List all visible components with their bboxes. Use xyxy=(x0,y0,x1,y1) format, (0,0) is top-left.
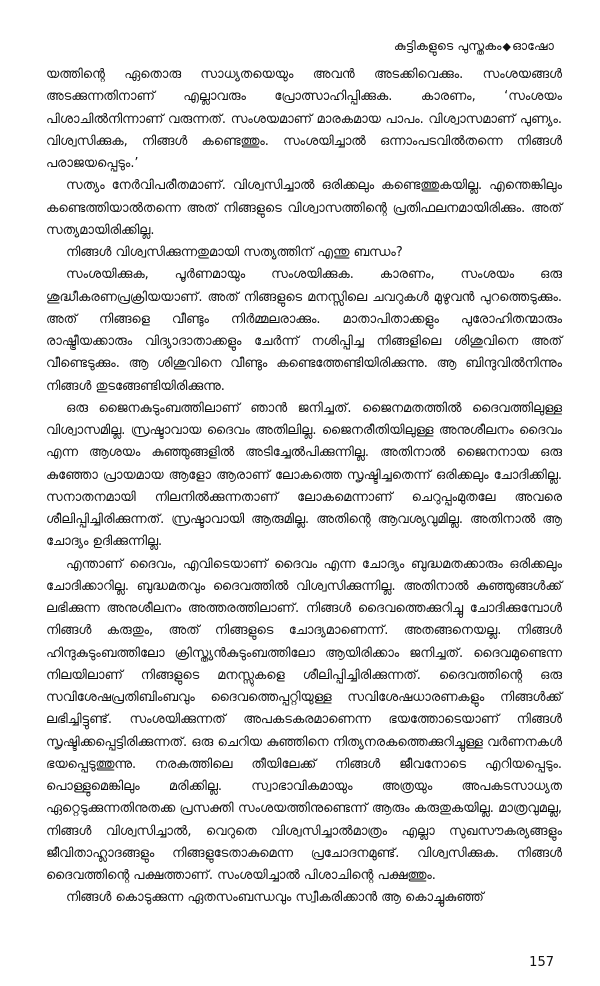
paragraph-5: ഒരു ജൈനകുടുംബത്തിലാണ് ഞാൻ ജനിച്ചത്. ജൈനമതത്തിൽ ദൈവത്തിലുള്ള വിശ്വാസമില്ല. സ്രഷ്ടാവായ ദൈവം അതിലില്ല. ജൈനരീതിയിലുള്ള അനുശീലനം ദൈവം എന്ന ആശയം കുഞ്ഞുങ്ങളിൽ അടിച്ചേൽപിക്കുന്നില്ല. അതിനാൽ ജൈനനായ ഒരു കുഞ്ഞോ പ്രായമായ ആളോ ആരാണ് ലോകത്തെ സൃഷ്ടിച്ചതെന്ന് ഒരിക്കലും ചോദിക്കില്ല. സനാതനമായി നിലനിൽക്കുന്നതാണ് ലോകമെന്നാണ് ചെറുപ്പംമുതലേ അവരെ ശീലിപ്പിച്ചിരിക്കുന്നത്. സ്രഷ്ടാവായി ആരുമില്ല. അതിന്റെ ആവശ്യവുമില്ല. അതിനാൽ ആ ചോദ്യം ഉദിക്കുന്നില്ല. xyxy=(46,400,562,550)
paragraph-6: എന്താണ് ദൈവം, എവിടെയാണ് ദൈവം എന്ന ചോദ്യം ബുദ്ധമതക്കാരും ഒരിക്കലും ചോദിക്കാറില്ല. ബുദ്ധമതവും ദൈവത്തിൽ വിശ്വസിക്കുന്നില്ല. അതിനാൽ കുഞ്ഞുങ്ങൾക്ക് ലഭിക്കുന്ന അനുശീലനം അത്തരത്തിലാണ്. നിങ്ങൾ ദൈവത്തെക്കുറിച്ചു ചോദിക്കുമ്പോൾ നിങ്ങൾ കരുതും, അത് നിങ്ങളുടെ ചോദ്യമാണെന്ന്. അതങ്ങനെയല്ല. നിങ്ങൾ ഹിന്ദുകുടുംബത്തിലോ ക്രിസ്ത്യൻകുടുംബത്തിലോ ആയിരിക്കാം ജനിച്ചത്. ദൈവമുണ്ടെന്ന നിലയിലാണ് നിങ്ങളുടെ മനസ്സുകളെ ശീലിപ്പിച്ചിരിക്കുന്നത്. ദൈവത്തിന്റെ ഒരു സവിശേഷപ്രതിബിംബവും ദൈവത്തെപ്പറ്റിയുള്ള സവിശേഷധാരണകളും നിങ്ങൾക്ക് ലഭിച്ചിട്ടുണ്ട്. സംശയിക്കുന്നത് അപകടകരമാണെന്ന ഭയത്തോടെയാണ് നിങ്ങൾ സൃഷ്ടിക്കപ്പെട്ടിരിക്കുന്നത്. ഒരു ചെറിയ കുഞ്ഞിനെ നിത്യനരകത്തെക്കുറിച്ചുള്ള വർണനകൾ ഭയപ്പെടുത്തുന്നു. നരകത്തിലെ തീയിലേക്ക് നിങ്ങൾ ജീവനോടെ എറിയപ്പെടും. പൊള്ളുമെങ്കിലും മരിക്കില്ല. സ്വാഭാവികമായും അത്രയും അപകടസാധ്യത ഏറ്റെടുക്കുന്നതിനുതക്ക പ്രസക്തി സംശയത്തിനുണ്ടെന്ന് ആരും കരുതുകയില്ല. മാത്രവുമല്ല, നിങ്ങൾ വിശ്വസിച്ചാൽ, വെറുതെ വിശ്വസിച്ചാൽമാത്രം എല്ലാ സുഖസൗകര്യങ്ങളും ജീവിതാഹ്ലാദങ്ങളും നിങ്ങളുടേതാകുമെന്ന പ്രചോദനമുണ്ട്. വിശ്വസിക്കുക. നിങ്ങൾ ദൈവത്തിന്റെ പക്ഷത്താണ്. സംശയിച്ചാൽ പിശാചിന്റെ പക്ഷത്തും. xyxy=(46,556,562,883)
book-title: കുട്ടികളുടെ പുസ്തകം xyxy=(393,38,502,53)
author-name: ഓഷോ xyxy=(512,38,554,53)
paragraph-4: സംശയിക്കുക, പൂർണമായും സംശയിക്കുക. കാരണം, സംശയം ഒരു ശുദ്ധീകരണപ്രക്രിയയാണ്. അത് നിങ്ങളുടെ മനസ്സിലെ ചവറുകൾ മുഴുവൻ പുറത്തെടുക്കും. അത് നിങ്ങളെ വീണ്ടും നിർമ്മലരാക്കും. മാതാപിതാക്കളും പുരോഹിതന്മാരും രാഷ്ട്രീയക്കാരും വിദ്യാദാതാക്കളും ചേർന്ന് നശിപ്പിച്ച നിങ്ങളിലെ ശിശുവിനെ അത് വീണ്ടെടുക്കും. ആ ശിശുവിനെ വീണ്ടും കണ്ടെത്തേണ്ടിയിരിക്കുന്നു. ആ ബിന്ദുവിൽനിന്നും നിങ്ങൾ തുടങ്ങേണ്ടിയിരിക്കുന്നു. xyxy=(46,267,562,394)
body-text xyxy=(46,64,562,910)
diamond-separator-icon: ◆ xyxy=(502,40,512,53)
paragraph-7: നിങ്ങൾ കൊടുക്കുന്ന ഏതസംബന്ധവും സ്വീകരിക്കാൻ ആ കൊച്ചുകുഞ്ഞ് xyxy=(66,890,484,906)
paragraph-3: നിങ്ങൾ വിശ്വസിക്കുന്നതുമായി സത്യത്തിന് എന്തു ബന്ധം? xyxy=(66,245,403,260)
paragraph-2: സത്യം നേർവിപരീതമാണ്. വിശ്വസിച്ചാൽ ഒരിക്കലും കണ്ടെത്തുകയില്ല. എന്തെങ്കിലും കണ്ടെത്തിയാൽതന്നെ അത് നിങ്ങളുടെ വിശ്വാസത്തിന്റെ പ്രതിഫലനമായിരിക്കും. അത് സത്യമായിരിക്കില്ല. xyxy=(46,178,562,238)
running-header xyxy=(394,38,554,54)
page-number: 157 xyxy=(529,955,554,970)
paragraph-1: യത്തിന്റെ ഏതൊരു സാധ്യതയെയും അവൻ അടക്കിവെക്കും. സംശയങ്ങൾ അടക്കുന്നതിനാണ് എല്ലാവരും പ്രോത്സാഹിപ്പിക്കുക. കാരണം, ‘സംശയം പിശാചിൽനിന്നാണ് വരുന്നത്. സംശയമാണ് മാരകമായ പാപം. വിശ്വാസമാണ് പുണ്യം. വിശ്വസിക്കുക, നിങ്ങൾ കണ്ടെത്തും. സംശയിച്ചാൽ ഒന്നാംപടവിൽതന്നെ നിങ്ങൾ പരാജയപ്പെടും.’ xyxy=(46,67,562,171)
